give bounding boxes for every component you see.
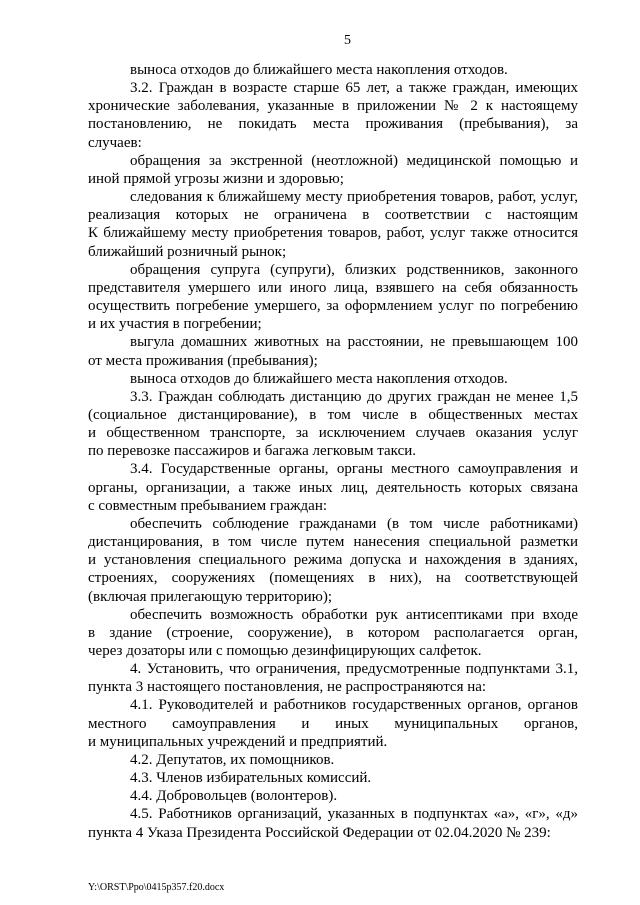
text-line: через дозаторы или с помощью дезинфицирующих салфеток. (88, 643, 482, 659)
text-line: строениях, сооружениях (помещениях в них), на соответствующей (88, 570, 578, 587)
text-line: осуществить погребение умершего, за оформлением услуг по погребению (88, 298, 578, 315)
text-line: (включая прилегающую территорию); (88, 588, 333, 605)
text-line: пункта 4 Указа Президента Российской Федерации от 02.04.2020 № 239: (88, 824, 551, 841)
text-line: и их участия в погребении; (88, 316, 262, 333)
text-line: обеспечить возможность обработки рук антисептиками при входе (130, 606, 578, 623)
text-line: 4.4. Добровольцев (волонтеров). (130, 788, 338, 805)
text-line: с совместным пребыванием граждан: (88, 497, 328, 514)
text-line: от места проживания (пребывания); (88, 352, 318, 369)
paragraph (88, 660, 578, 696)
text-line: 3.4. Государственные органы, органы местного самоуправления и (130, 461, 578, 478)
text-line: и установления специального режима допуска и нахождения в зданиях, (88, 552, 578, 569)
paragraph (88, 388, 578, 461)
text-line: 4.3. Членов избирательных комиссий. (130, 770, 372, 787)
text-line: местного самоуправления и иных муниципальных органов, (88, 715, 578, 732)
text-line: представителя умершего или иного лица, взявшего на себя обязанность (88, 279, 578, 296)
paragraph (88, 152, 578, 188)
text-line: следования к ближайшему месту приобретения товаров, работ, услуг, (130, 189, 578, 206)
text-line: и общественном транспорте, за исключением случаев оказания услуг (88, 425, 578, 442)
text-line: в здание (строение, сооружение), в котором располагается орган, (88, 624, 578, 641)
document-body (88, 61, 578, 842)
paragraph (88, 460, 578, 514)
paragraph (88, 787, 578, 805)
text-line: иной прямой угрозы жизни и здоровью; (88, 170, 344, 187)
paragraph (88, 333, 578, 369)
paragraph (88, 61, 578, 79)
paragraph (88, 261, 578, 334)
page-number: 5 (344, 33, 351, 48)
text-line: дистанцирования, в том числе путем нанесения специальной разметки (88, 534, 578, 551)
text-line: постановлению, не покидать места проживания (пребывания), за (88, 116, 578, 133)
text-line: К ближайшему месту приобретения товаров, работ, услуг также относится (88, 225, 578, 242)
text-line: по перевозке пассажиров и багажа легковым такси. (88, 443, 417, 460)
text-line: 3.2. Граждан в возрасте старше 65 лет, а также граждан, имеющих (130, 80, 578, 97)
text-line: (социальное дистанцирование), в том числе в общественных местах (88, 406, 578, 423)
text-line: и муниципальных учреждений и предприятий. (88, 733, 388, 750)
paragraph (88, 769, 578, 787)
paragraph (88, 606, 578, 660)
text-line: выноса отходов до ближайшего места накопления отходов. (130, 62, 508, 78)
text-line: 4.1. Руководителей и работников государственных органов, органов (130, 697, 578, 714)
text-line: обращения за экстренной (неотложной) медицинской помощью и (130, 152, 578, 169)
text-line: хронические заболевания, указанные в приложении № 2 к настоящему (88, 98, 578, 115)
text-line: выгула домашних животных на расстоянии, не превышающем 100 (130, 334, 578, 351)
text-line: обеспечить соблюдение гражданами (в том числе работниками) (130, 515, 578, 532)
paragraph (88, 515, 578, 606)
paragraph (88, 79, 578, 152)
paragraph (88, 751, 578, 769)
text-line: 3.3. Граждан соблюдать дистанцию до других граждан не менее 1,5 (130, 388, 578, 405)
text-line: случаев: (88, 134, 142, 151)
paragraph (88, 805, 578, 841)
paragraph (88, 188, 578, 261)
footer-file-path: Y:\ORST\Ppo\0415p357.f20.docx (88, 882, 225, 893)
text-line: пункта 3 настоящего постановления, не распространяются на: (88, 679, 487, 696)
text-line: органы, организации, а также иных лиц, деятельность которых связана (88, 479, 578, 496)
text-line: 4.2. Депутатов, их помощников. (130, 751, 335, 768)
text-line: реализация которых не ограничена в соответствии с настоящим (88, 207, 578, 224)
text-line: 4.5. Работников организаций, указанных в подпунктах «а», «г», «д» (130, 806, 578, 823)
text-line: выноса отходов до ближайшего места накопления отходов. (130, 370, 508, 387)
paragraph (88, 370, 578, 388)
text-line: ближайший розничный рынок; (88, 243, 287, 260)
text-line: 4. Установить, что ограничения, предусмотренные подпунктами 3.1, (130, 661, 578, 678)
text-line: обращения супруга (супруги), близких родственников, законного (130, 261, 578, 278)
paragraph (88, 696, 578, 750)
